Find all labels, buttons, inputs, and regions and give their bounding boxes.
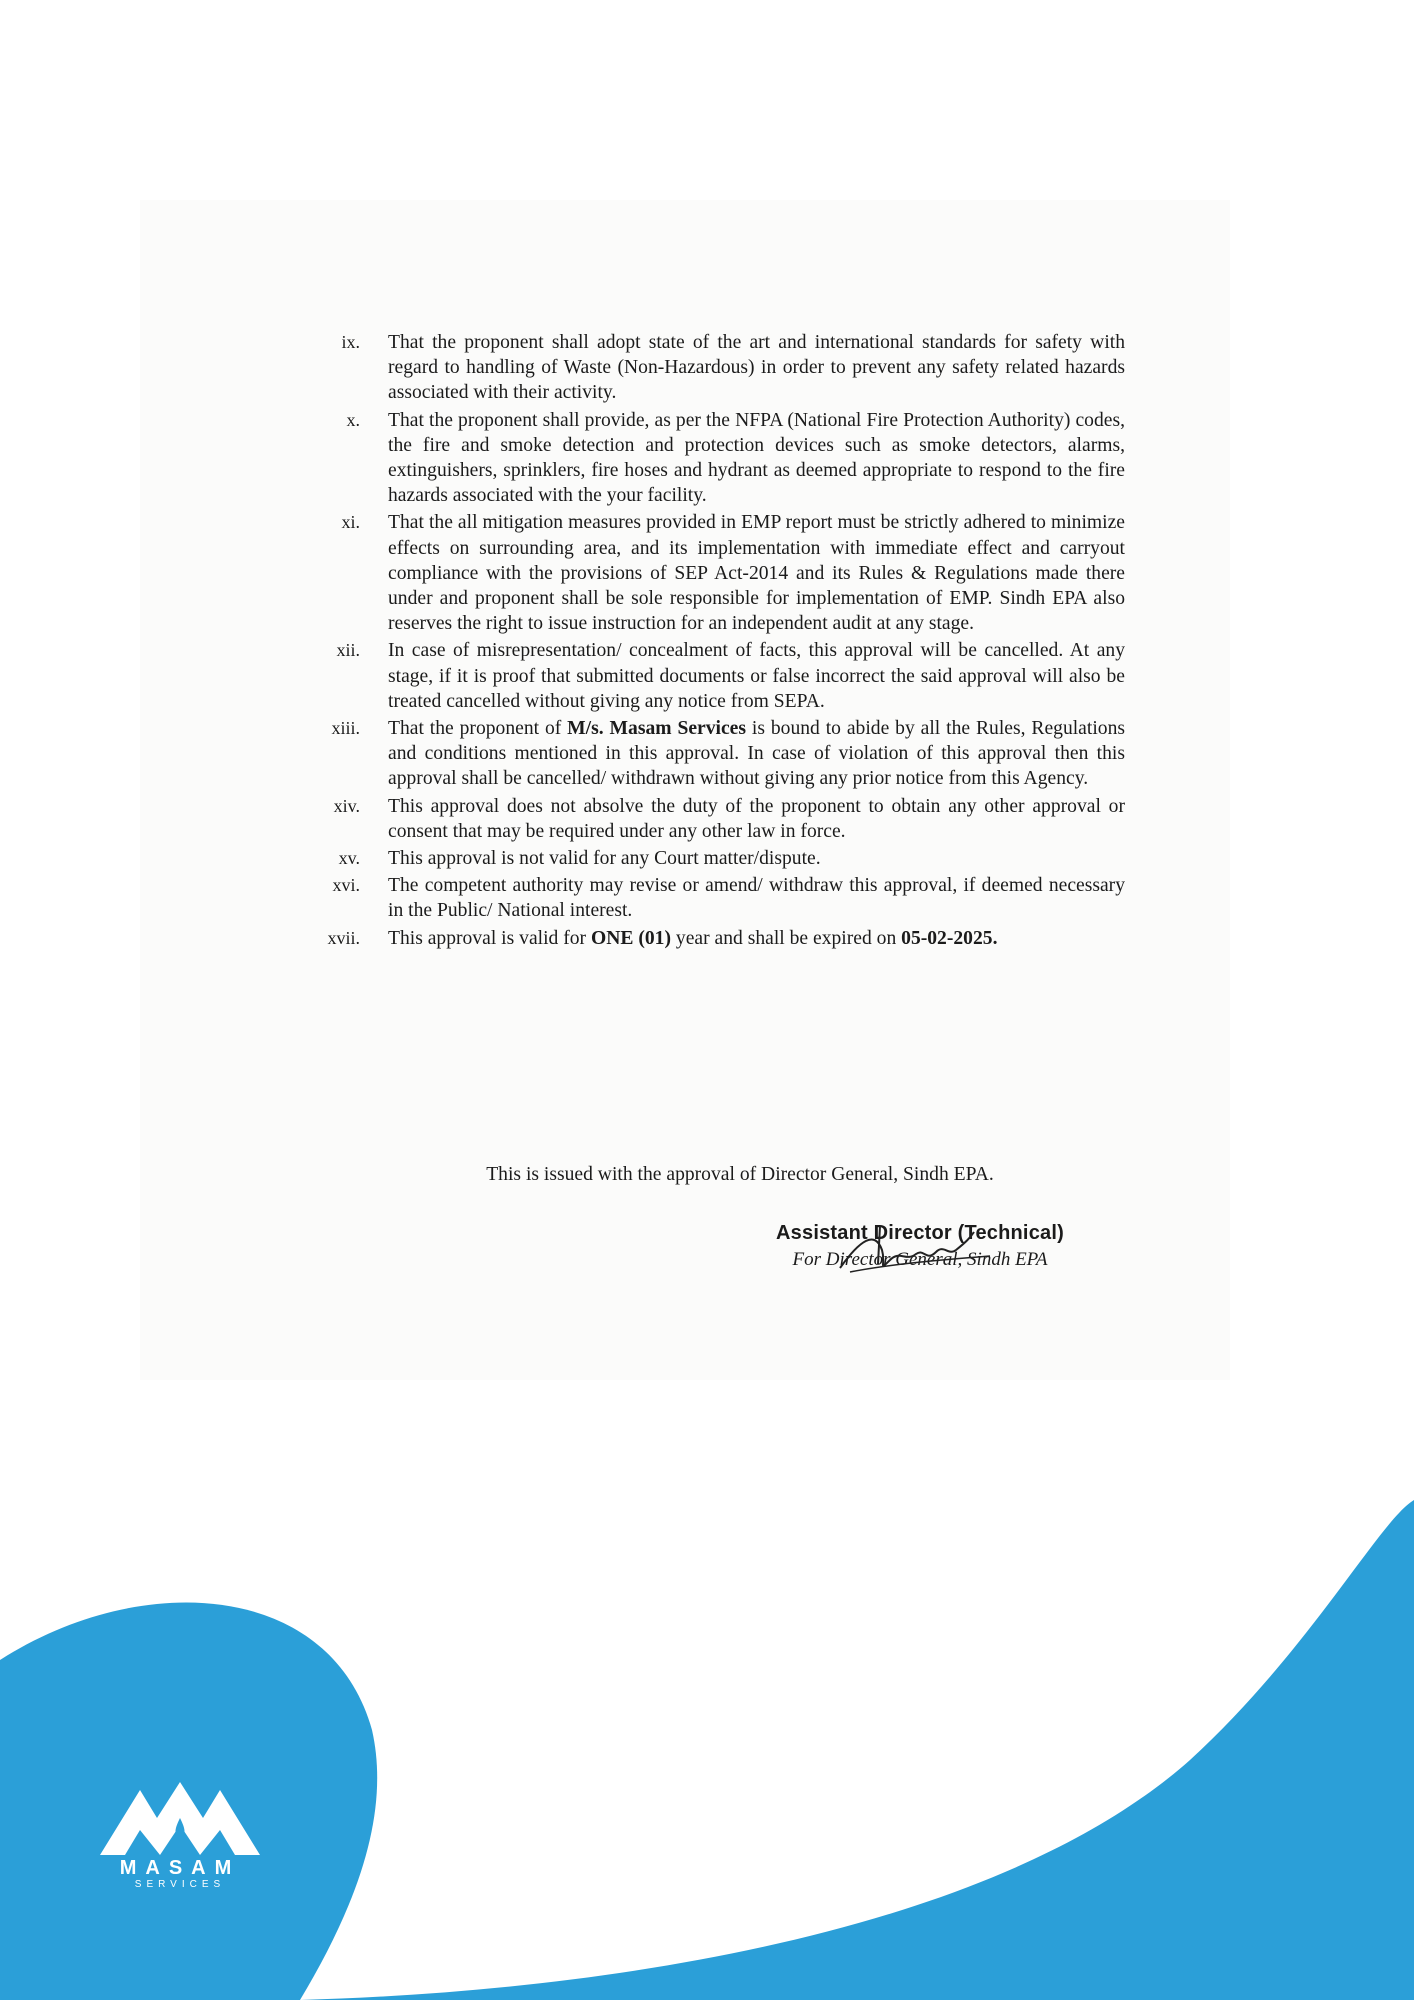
clause-number: ix. xyxy=(341,332,360,352)
clause-number: xv. xyxy=(338,848,360,869)
clause-number: xvii. xyxy=(327,927,360,948)
clause-text-after: is bound to abide by all the Rules, Regulations and conditions mentioned in this approval. In case of violation of this approval then this approval shall be cancelled/ withdrawn without giving any prior notice from this Agency. xyxy=(388,718,1125,790)
validity-period: ONE (01) xyxy=(590,927,671,949)
clause-text: This approval does not absolve the duty of the proponent to obtain any other approval or consent that may be required under any other law in force. xyxy=(388,795,1125,842)
clause-number: xi. xyxy=(341,512,360,533)
clause-text-middle: year and shall be expired on xyxy=(671,927,902,949)
clause-text: This approval is not valid for any Court matter/dispute. xyxy=(388,848,821,870)
brand-name: MASAM xyxy=(119,1857,241,1879)
signatory-subtitle: For Director General, Sindh EPA xyxy=(792,1249,1048,1270)
clause-number: xiii. xyxy=(331,718,360,739)
clause-number: x. xyxy=(346,409,360,430)
clause-text: The competent authority may revise or amend/ withdraw this approval, if deemed necessary in the Public/ National interest. xyxy=(388,875,1125,922)
clause-text-before: This approval is valid for xyxy=(388,927,591,949)
clause-number: xvi. xyxy=(332,875,360,896)
clause-text: That the proponent shall adopt state of the art and international standards for safety with regard to handling of Waste (Non-Hazardous) in order to prevent any safety related hazards associated with their activity. xyxy=(388,332,1125,404)
clause-text-before: That the proponent of xyxy=(388,718,568,740)
signatory-title: Assistant Director (Technical) xyxy=(776,1222,1064,1244)
company-name: M/s. Masam Services xyxy=(567,718,746,740)
brand-tagline: SERVICES xyxy=(134,1879,226,1890)
clause-number: xii. xyxy=(336,640,360,661)
clause-text: That the proponent shall provide, as per the NFPA (National Fire Protection Authority) codes, the fire and smoke detection and protection devices such as smoke detectors, alarms, extinguishers, sprinklers, fire hoses and hydrant as deemed appropriate to respond to the fire hazards associated with the your facility. xyxy=(388,409,1125,507)
clause-number: xiv. xyxy=(333,795,360,816)
expiry-date: 05-02-2025. xyxy=(901,927,998,949)
clause-text: That the all mitigation measures provided in EMP report must be strictly adhered to minimize effects on surrounding area, and its implementation with immediate effect and carryout compliance with the provisions of SEP Act-2014 and its Rules & Regulations made there under and proponent shall be sole responsible for implementation of EMP. Sindh EPA also reserves the right to issue instruction for an independent audit at any stage. xyxy=(388,512,1125,635)
clause-text: In case of misrepresentation/ concealment of facts, this approval will be cancelled. At any stage, if it is proof that submitted documents or false incorrect the said approval will also be treated cancelled without giving any notice from SEPA. xyxy=(388,640,1125,712)
closing-statement: This is issued with the approval of Director General, Sindh EPA. xyxy=(486,1164,994,1185)
